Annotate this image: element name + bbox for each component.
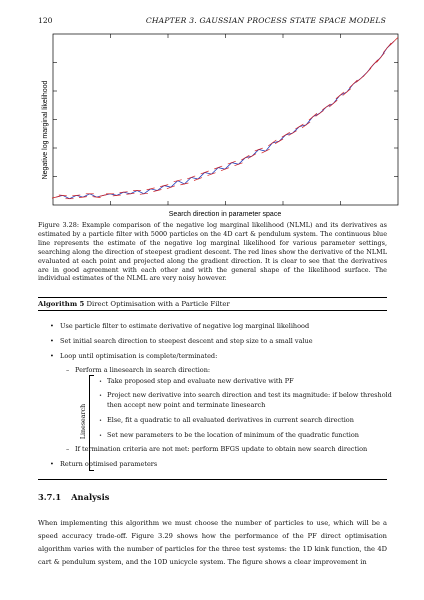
derivative-segment [282, 132, 290, 137]
bullet-icon: • [50, 352, 54, 360]
algorithm-title [38, 298, 387, 311]
axis-ticks [53, 34, 398, 205]
section-title: Analysis [71, 492, 110, 502]
algo-item: Use particle filter to estimate derivative of negative log marginal likelihood [60, 322, 310, 330]
plot-frame [53, 34, 398, 205]
linesearch-label: Linesearch [80, 403, 88, 440]
linesearch-item: Set new parameters to be the location of minimum of the quadratic function [107, 431, 359, 439]
derivative-segment [174, 180, 182, 182]
small-bullet-icon: • [99, 433, 102, 439]
derivative-segment [370, 60, 378, 69]
figure-caption: Figure 3.28: Example comparison of the negative log marginal likelihood (NLML) and its derivatives as estimated by a particle filter with 5000 particles on the 4D cart & pendulum system. The continuous blue line represents the estimate of the negative log marginal likelihood for various parameter settings, searching along the direction of steepest gradient descent. The red lines show the derivative of the NLML evaluated at each point and projected along the gradient direction. It is clear to see that the derivatives are in good agreement with each other and with the general shape of the likelihood surface. The individual estimates of the NLML are very noisy however. [38, 221, 387, 283]
page-header [38, 16, 386, 28]
derivative-segment [390, 37, 398, 45]
dash-icon: – [66, 366, 70, 374]
algorithm-label: Algorithm 5 [38, 300, 85, 308]
derivative-segment [275, 139, 283, 144]
bullet-icon: • [50, 322, 54, 330]
algo-subitem: If termination criteria are not met: perform BFGS update to obtain new search direction [75, 445, 368, 453]
algorithm-title-text: Direct Optimisation with a Particle Filter [86, 300, 230, 308]
dash-icon: – [66, 445, 70, 453]
derivative-segment [248, 154, 256, 159]
derivative-segment [349, 80, 357, 88]
derivative-segment [289, 131, 297, 136]
small-bullet-icon: • [99, 393, 102, 399]
algo-item: Set initial search direction to steepest descent and step size to a small value [60, 337, 313, 345]
derivative-segment [140, 193, 148, 194]
chapter-title: CHAPTER 3. GAUSSIAN PROCESS STATE SPACE MODELS [145, 16, 386, 25]
y-axis-label: Negative log marginal likelihood [42, 80, 49, 180]
derivative-segment [268, 140, 276, 146]
linesearch-item: Else, fit a quadratic to all evaluated derivatives in current search direction [107, 416, 354, 424]
linesearch-bracket [89, 375, 94, 471]
linesearch-item: Project new derivative into search direction and test its magnitude: if below threshold [107, 391, 392, 399]
bullet-icon: • [50, 337, 54, 345]
section-number: 3.7.1 [38, 492, 62, 502]
derivative-segment [180, 183, 188, 185]
derivative-segment [99, 195, 107, 197]
page-number: 120 [38, 16, 53, 25]
derivative-segment [329, 100, 337, 107]
derivative-segment [262, 149, 270, 153]
x-axis-label: Search direction in parameter space [168, 211, 282, 218]
algo-item: Return optimised parameters [60, 460, 158, 468]
small-bullet-icon: • [99, 379, 102, 385]
body-paragraph: When implementing this algorithm we must choose the number of particles to use, which will be a speed accuracy trade-off. Figure 3.29 shows how the performance of the PF direct optimisation algorithm varies with the number of particles for the three test systems: the 1D kink function, the 4D cart & pendulum system, and the 10D unicycle system. The figure shows a clear improvement in [38, 519, 387, 566]
algo-subitem: Perform a linesearch in search direction: [75, 366, 211, 374]
algorithm-box [38, 297, 387, 311]
derivative-segment [241, 155, 249, 160]
derivative-segment [383, 43, 391, 53]
derivative-lines [52, 37, 398, 198]
nlml-series-line [56, 41, 394, 198]
algo-item: Loop until optimisation is complete/terminated: [60, 352, 218, 360]
algorithm-bottom-rule [38, 479, 387, 480]
derivative-segment [377, 53, 385, 63]
derivative-segment [295, 124, 303, 129]
derivative-segment [363, 68, 371, 77]
linesearch-item-continued: then accept new point and terminate linesearch [107, 401, 266, 409]
section-heading [38, 492, 109, 502]
nlml-figure [20, 30, 400, 220]
linesearch-item: Take proposed step and evaluate new derivative with PF [107, 377, 294, 385]
small-bullet-icon: • [99, 418, 102, 424]
bullet-icon: • [50, 460, 54, 468]
derivative-segment [302, 122, 310, 128]
derivative-segment [309, 113, 317, 120]
